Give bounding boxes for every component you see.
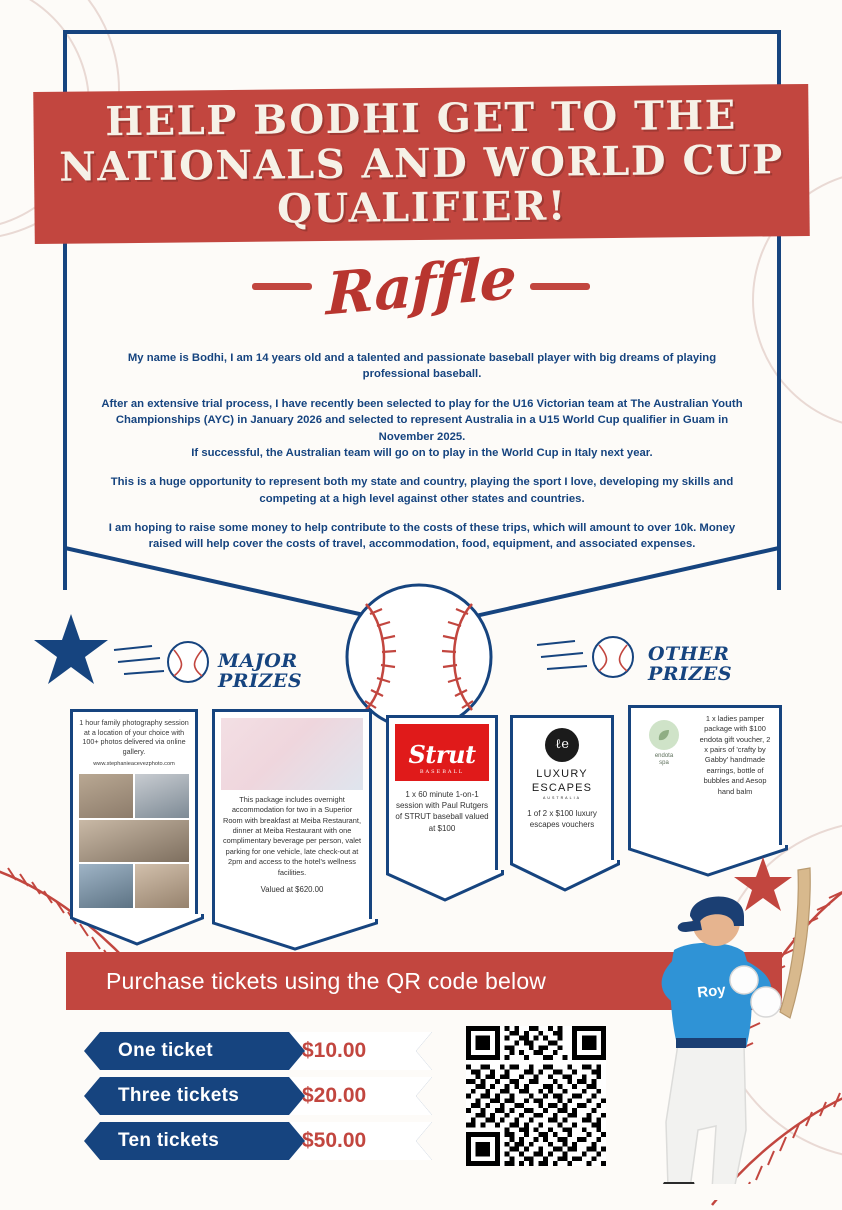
page-bottom-mask <box>0 1184 842 1200</box>
prize-endota-text: 1 x ladies pamper package with $100 endota gift voucher, 2 x pairs of 'crafty by Gabby' handmade earrings, bottle of bubbles and Aesop hand balm <box>699 714 771 796</box>
story-paragraph-2a: After an extensive trial process, I have recently been selected to play for the U16 Victorian team at The Australian Youth Championships (AYC) in January 2026 and selected to represent Australia in a U15 World Cup qualifier in Guam in November 2025. <box>101 397 743 443</box>
strut-logo-name: Strut <box>408 740 476 769</box>
prize-card-notch-2 <box>212 919 378 951</box>
raffle-dash-right <box>530 283 590 290</box>
ball-trail-right <box>535 635 645 691</box>
prize-luxury-text: 1 of 2 x $100 luxury escapes vouchers <box>527 808 597 830</box>
luxury-escapes-sub: AUSTRALIA <box>543 795 581 800</box>
story-text <box>95 350 749 566</box>
ticket-row-ten[interactable] <box>84 1122 432 1160</box>
leaf-icon <box>649 720 679 750</box>
photo-thumb-5 <box>135 864 189 908</box>
page-title: HELP BODHI GET TO THE NATIONALS AND WORLD CUP QUALIFIER! <box>58 91 784 233</box>
prize-photography-text: 1 hour family photography session at a location of your choice with 100+ photos delivered via online gallery. <box>79 718 189 757</box>
ticket-label-one: One ticket <box>118 1040 213 1061</box>
strut-logo-sub: BASEBALL <box>419 769 465 775</box>
story-paragraph-4: I am hoping to raise some money to help contribute to the costs of these trips, which will amount to over 10k. Money raised will help cover the costs of travel, accommodation, food, equipment, and associated expenses. <box>108 522 736 551</box>
endota-line2: spa <box>659 760 669 767</box>
ticket-price-three: $20.00 <box>302 1084 367 1107</box>
prize-meiba-value: Valued at $620.00 <box>260 884 324 894</box>
ticket-price-ten: $50.00 <box>302 1129 367 1152</box>
prize-card-notch-3 <box>386 870 504 902</box>
major-prizes-heading <box>218 652 302 692</box>
photo-thumb-1 <box>79 774 133 818</box>
ticket-price-one: $10.00 <box>302 1039 367 1062</box>
other-prizes-line1: OTHER <box>648 643 730 665</box>
prize-card-strut <box>386 715 498 875</box>
luxury-escapes-line2: ESCAPES <box>531 781 593 794</box>
purchase-heading: Purchase tickets using the QR code below <box>106 967 547 994</box>
prize-photography-website: www.stephanieacevezphoto.com <box>93 760 175 767</box>
major-prizes-line2: PRIZES <box>218 669 303 692</box>
strut-logo <box>395 724 489 781</box>
photography-sample-grid <box>79 774 189 908</box>
photo-thumb-4 <box>79 864 133 908</box>
prize-meiba-text: This package includes overnight accommodation for two in a Superior Room with breakfast at Meiba Restaurant, dinner at Meiba Restaurant with one complimentary beverage per person, valet parking for one vehicle, late check-out at 2pm and access to the hotel's wellness facilities. <box>222 795 362 877</box>
qr-code[interactable] <box>466 1026 606 1166</box>
luxury-escapes-mark: ℓe <box>545 728 579 762</box>
prize-card-photography <box>70 709 198 919</box>
luxury-escapes-line1: LUXURY <box>536 768 588 780</box>
ticket-row-one[interactable] <box>84 1032 432 1070</box>
story-paragraph-2b: If successful, the Australian team will go on to play in the World Cup in Italy next year. <box>191 446 653 459</box>
prize-strut-text: 1 x 60 minute 1-on-1 session with Paul Rutgers of STRUT baseball valued at $100 <box>395 790 489 833</box>
endota-logo <box>637 714 691 767</box>
other-prizes-line2: PRIZES <box>648 662 733 685</box>
major-prizes-line1: MAJOR <box>218 650 298 672</box>
star-icon-blue <box>32 612 110 693</box>
photo-thumb-3 <box>79 820 189 862</box>
luxury-escapes-logo <box>519 728 605 800</box>
ticket-price-list <box>84 1032 432 1167</box>
raffle-heading <box>0 243 842 329</box>
prize-card-notch-1 <box>70 914 204 946</box>
svg-text:Roy: Roy <box>696 981 727 1002</box>
photo-thumb-2 <box>135 774 189 818</box>
ticket-label-three: Three tickets <box>118 1085 240 1106</box>
raffle-word: Raffle <box>325 243 517 329</box>
ticket-label-ten: Ten tickets <box>118 1130 220 1151</box>
ball-trail-left <box>112 640 222 696</box>
story-paragraph-3: This is a huge opportunity to represent both my state and country, playing the sport I love, developing my skills and competing at a high level against other states and countries. <box>110 476 734 505</box>
prize-card-meiba <box>212 709 372 924</box>
ticket-row-three[interactable] <box>84 1077 432 1115</box>
story-paragraph-2 <box>95 396 749 462</box>
other-prizes-heading <box>648 645 732 685</box>
meiba-image <box>221 718 363 790</box>
prize-card-endota <box>628 705 782 850</box>
raffle-dash-left <box>252 283 312 290</box>
story-paragraph-1: My name is Bodhi, I am 14 years old and a talented and passionate baseball player with big dreams of playing professional baseball. <box>127 352 717 381</box>
poster-title-banner <box>33 84 810 244</box>
endota-line1: endota <box>654 753 674 759</box>
star-icon-red <box>732 855 794 920</box>
